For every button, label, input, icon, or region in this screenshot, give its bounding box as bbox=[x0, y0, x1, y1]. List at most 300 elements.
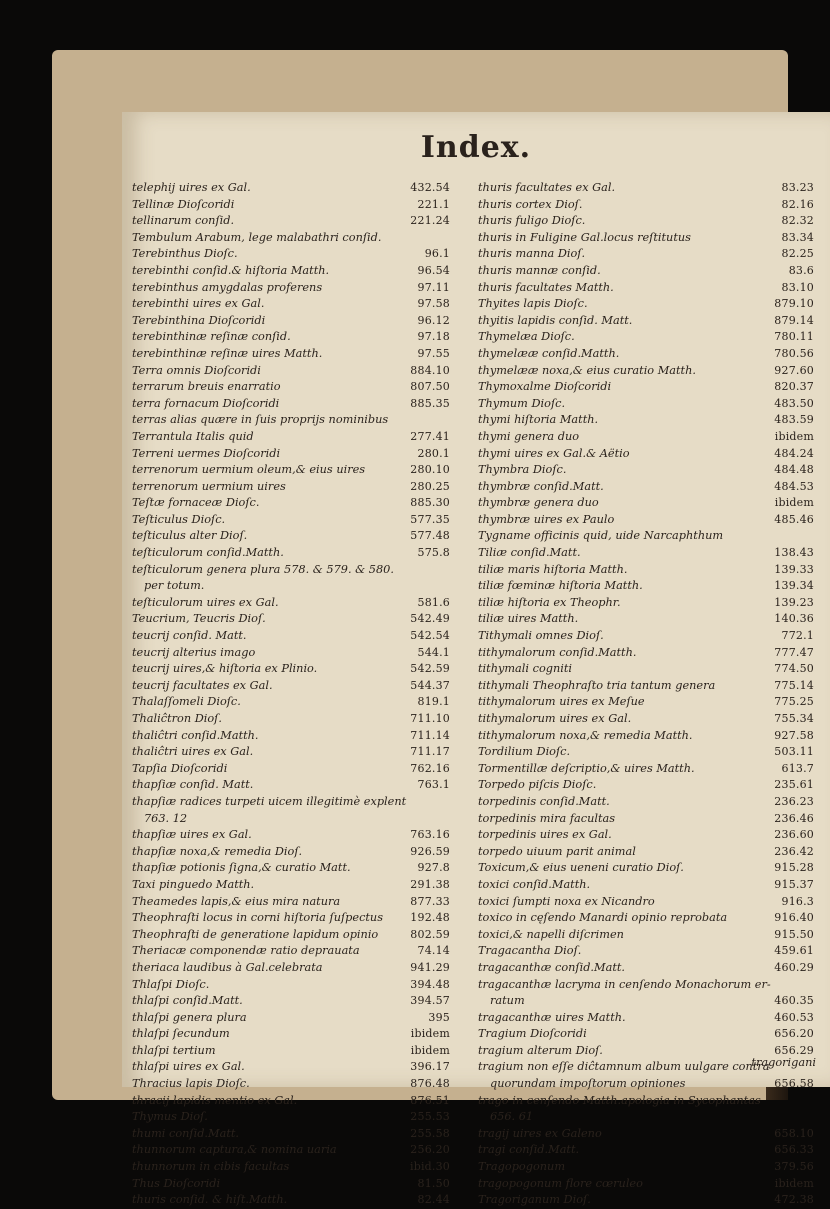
index-term: Tithymali omnes Dioſ. bbox=[478, 629, 604, 643]
page-reference: 460.35 bbox=[774, 994, 814, 1008]
index-entry bbox=[478, 1076, 814, 1093]
index-entry bbox=[478, 1126, 814, 1143]
index-entry bbox=[132, 694, 450, 711]
page-reference: 83.6 bbox=[788, 263, 814, 277]
index-term: Tragoriganum Dioſ. bbox=[478, 1193, 591, 1207]
index-entry bbox=[478, 479, 814, 496]
index-entry bbox=[132, 711, 450, 728]
page-reference: 780.11 bbox=[774, 330, 814, 344]
index-term: tithymalorum conſid.Matth. bbox=[478, 645, 637, 659]
index-term: thuris mannæ conſid. bbox=[478, 263, 601, 277]
page-reference: 236.46 bbox=[774, 811, 814, 825]
index-entry bbox=[132, 678, 450, 695]
index-term: trago in cenſendo Matth.apologia in Sycophantas bbox=[478, 1093, 761, 1107]
page-reference: 394.57 bbox=[410, 994, 450, 1008]
index-term: toxici,& napelli diſcrimen bbox=[478, 927, 624, 941]
page-reference: 379.56 bbox=[774, 1160, 814, 1174]
page-reference: 613.7 bbox=[781, 761, 814, 775]
page-reference: 221.24 bbox=[410, 214, 450, 228]
index-term: Thymum Dioſc. bbox=[478, 396, 566, 410]
index-entry bbox=[478, 396, 814, 413]
index-term: Teſtæ fornaceæ Dioſc. bbox=[132, 496, 260, 510]
index-entry bbox=[132, 894, 450, 911]
page-reference: 772.1 bbox=[781, 629, 814, 643]
page-reference: 542.59 bbox=[410, 662, 450, 676]
index-entry bbox=[478, 910, 814, 927]
index-entry bbox=[478, 1010, 814, 1027]
page-reference: 763.1 bbox=[417, 778, 450, 792]
index-term: Terebinthus Dioſc. bbox=[132, 247, 238, 261]
page-reference: 255.53 bbox=[410, 1110, 450, 1124]
page-reference: 81.50 bbox=[417, 1176, 450, 1190]
page-reference: 542.49 bbox=[410, 612, 450, 626]
index-entry bbox=[478, 462, 814, 479]
index-entry bbox=[132, 197, 450, 214]
index-entry bbox=[132, 927, 450, 944]
index-term: thuris fuligo Dioſc. bbox=[478, 214, 586, 228]
page-reference: 395 bbox=[428, 1010, 450, 1024]
index-entry bbox=[132, 1059, 450, 1076]
index-entry bbox=[132, 1010, 450, 1027]
index-entry bbox=[478, 844, 814, 861]
index-term: 656. 61 bbox=[490, 1110, 534, 1124]
index-entry bbox=[478, 429, 814, 446]
page-reference: 885.30 bbox=[410, 496, 450, 510]
index-term: tithymalorum uires ex Gal. bbox=[478, 712, 632, 725]
index-entry bbox=[132, 479, 450, 496]
page-reference: 472.38 bbox=[774, 1193, 814, 1207]
index-term: tithymalorum noxa,& remedia Matth. bbox=[478, 728, 693, 742]
index-term: quorundam impoſtorum opiniones bbox=[490, 1077, 686, 1091]
page-reference: 656.33 bbox=[774, 1143, 814, 1157]
page-reference: ibidem bbox=[774, 429, 814, 443]
index-term: Tygname officinis quid, uide Narcaphthum bbox=[478, 529, 724, 543]
index-term: Theriacæ componendæ ratio deprauata bbox=[132, 944, 360, 958]
index-entry bbox=[132, 1142, 450, 1159]
index-term: terebinthinæ reſinæ uires Matth. bbox=[132, 346, 323, 360]
index-term: thunnorum in cibis facultas bbox=[132, 1160, 290, 1174]
index-entry bbox=[478, 446, 814, 463]
index-term: tragi conſid.Matt. bbox=[478, 1143, 580, 1157]
index-entry bbox=[132, 595, 450, 612]
index-entry bbox=[132, 363, 450, 380]
index-entry bbox=[132, 412, 450, 429]
page-reference: 876.51 bbox=[410, 1093, 450, 1107]
index-entry bbox=[478, 379, 814, 396]
page-reference: 755.34 bbox=[774, 712, 814, 725]
index-term: teucrij conſid. Matt. bbox=[132, 629, 247, 643]
index-entry bbox=[478, 877, 814, 894]
index-term: Terra omnis Dioſcoridi bbox=[132, 363, 261, 377]
index-term: Thymbra Dioſc. bbox=[478, 463, 567, 477]
page-reference: 915.28 bbox=[774, 861, 814, 875]
index-entry bbox=[478, 744, 814, 761]
index-entry bbox=[478, 728, 814, 745]
index-term: Torpedo piſcis Dioſc. bbox=[478, 778, 597, 792]
index-term: Terrantula Italis quid bbox=[132, 429, 254, 443]
index-term: Tordilium Dioſc. bbox=[478, 745, 571, 759]
index-entry bbox=[132, 628, 450, 645]
index-term: thlaſpi genera plura bbox=[132, 1010, 247, 1024]
index-entry bbox=[478, 993, 814, 1010]
index-entry bbox=[478, 263, 814, 280]
page-reference: 221.1 bbox=[417, 197, 450, 211]
index-term: teſticulorum uires ex Gal. bbox=[132, 595, 279, 609]
page-reference: 96.54 bbox=[417, 263, 450, 277]
index-entry bbox=[478, 213, 814, 230]
page-reference: ibid.30 bbox=[409, 1160, 450, 1174]
page-reference: 236.23 bbox=[774, 794, 814, 808]
page-reference: 280.25 bbox=[410, 479, 450, 493]
index-entry bbox=[478, 977, 814, 994]
index-page bbox=[122, 112, 830, 1207]
index-term: ratum bbox=[490, 994, 525, 1008]
page-reference: 97.11 bbox=[417, 280, 450, 294]
index-term: thuris in Fuligine Gal.locus reſtitutus bbox=[478, 230, 691, 244]
index-entry bbox=[132, 213, 450, 230]
index-term: Tembulum Arabum, lege malabathri conſid. bbox=[132, 230, 382, 244]
page-reference: 926.59 bbox=[410, 844, 450, 858]
index-entry bbox=[478, 329, 814, 346]
page-reference: 83.23 bbox=[781, 181, 814, 194]
page-reference: 485.46 bbox=[774, 512, 814, 526]
page-reference: 97.55 bbox=[417, 346, 450, 360]
catchword: tragorigani bbox=[751, 1056, 816, 1069]
index-entry bbox=[478, 313, 814, 330]
page-reference: 460.53 bbox=[774, 1010, 814, 1024]
index-term: Theophraſti de generatione lapidum opinio bbox=[132, 927, 379, 941]
page-reference: ibidem bbox=[774, 1176, 814, 1190]
index-entry bbox=[132, 728, 450, 745]
index-entry bbox=[478, 545, 814, 562]
index-term: terrenorum uermium uires bbox=[132, 479, 286, 493]
index-term: Thracius lapis Dioſc. bbox=[132, 1077, 250, 1091]
index-term: thlaſpi tertium bbox=[132, 1043, 216, 1057]
index-entry bbox=[478, 495, 814, 512]
page-reference: 807.50 bbox=[410, 380, 450, 394]
page-reference: 884.10 bbox=[410, 363, 450, 377]
index-entry bbox=[478, 711, 814, 728]
page-reference: 82.44 bbox=[417, 1193, 450, 1207]
index-entry bbox=[132, 977, 450, 994]
page-reference: 775.25 bbox=[774, 695, 814, 709]
index-term: torpedinis mira facultas bbox=[478, 811, 616, 825]
index-term: Tragacantha Dioſ. bbox=[478, 944, 582, 958]
page-reference: 763.16 bbox=[410, 828, 450, 842]
index-entry bbox=[478, 827, 814, 844]
index-entry bbox=[132, 1192, 450, 1209]
index-term: tragij uires ex Galeno bbox=[478, 1126, 602, 1140]
index-term: tiliæ hiſtoria ex Theophr. bbox=[478, 595, 621, 609]
index-term: terebinthi conſid.& hiſtoria Matth. bbox=[132, 263, 330, 277]
page-reference: 236.42 bbox=[774, 844, 814, 858]
index-entry bbox=[478, 894, 814, 911]
page-reference: 138.43 bbox=[774, 546, 814, 560]
index-entry bbox=[478, 1192, 814, 1209]
index-term: tithymali Theophraſto tria tantum genera bbox=[478, 678, 716, 692]
index-entry bbox=[478, 296, 814, 313]
page-reference: 774.50 bbox=[774, 662, 814, 676]
index-term: per totum. bbox=[144, 579, 205, 593]
index-entry bbox=[478, 927, 814, 944]
page-reference: 256.20 bbox=[410, 1143, 450, 1157]
index-term: Thyites lapis Dioſc. bbox=[478, 297, 588, 311]
page-reference: 140.36 bbox=[774, 612, 814, 626]
index-entry bbox=[132, 280, 450, 297]
index-term: teucrij alterius imago bbox=[132, 645, 256, 659]
index-entry bbox=[478, 611, 814, 628]
page-reference: 927.60 bbox=[774, 363, 814, 377]
page-reference: 577.35 bbox=[410, 512, 450, 526]
page-reference: 82.16 bbox=[781, 197, 814, 211]
page-reference: 876.48 bbox=[410, 1077, 450, 1091]
index-entry bbox=[132, 910, 450, 927]
index-term: terebinthinæ reſinæ conſid. bbox=[132, 330, 291, 344]
index-term: teſticulorum genera plura 578. & 579. & 580. bbox=[132, 562, 394, 576]
index-entry bbox=[478, 280, 814, 297]
page-reference: 96.12 bbox=[417, 313, 450, 327]
page-reference: 484.48 bbox=[774, 463, 814, 477]
index-entry bbox=[478, 1026, 814, 1043]
index-term: tithymalorum uires ex Meſue bbox=[478, 695, 645, 709]
page-reference: ibidem bbox=[410, 1043, 450, 1057]
index-entry bbox=[478, 943, 814, 960]
page-reference: 780.56 bbox=[774, 346, 814, 360]
page-reference: 575.8 bbox=[417, 546, 450, 560]
index-term: teſticulus alter Dioſ. bbox=[132, 529, 248, 543]
index-term: tiliæ maris hiſtoria Matth. bbox=[478, 562, 628, 576]
index-entry bbox=[478, 180, 814, 197]
index-term: Terebinthina Dioſcoridi bbox=[132, 313, 266, 327]
index-entry bbox=[132, 528, 450, 545]
page-reference: 97.58 bbox=[417, 297, 450, 311]
page-reference: 459.61 bbox=[774, 944, 814, 958]
index-entry bbox=[132, 960, 450, 977]
page-reference: 577.48 bbox=[410, 529, 450, 543]
page-reference: 802.59 bbox=[410, 927, 450, 941]
index-term: Teſticulus Dioſc. bbox=[132, 512, 226, 526]
page-reference: 139.34 bbox=[774, 579, 814, 593]
page-reference: 83.10 bbox=[781, 280, 814, 294]
index-term: thaliĉtri uires ex Gal. bbox=[132, 745, 254, 759]
index-term: thapſiæ noxa,& remedia Dioſ. bbox=[132, 844, 303, 858]
index-entry bbox=[132, 1043, 450, 1060]
index-entry bbox=[478, 595, 814, 612]
index-entry bbox=[478, 578, 814, 595]
index-term: thyitis lapidis conſid. Matt. bbox=[478, 313, 633, 327]
index-term: thymbræ conſid.Matt. bbox=[478, 479, 604, 493]
page-reference: 192.48 bbox=[410, 911, 450, 925]
page-reference: 396.17 bbox=[410, 1060, 450, 1074]
index-entry bbox=[132, 1126, 450, 1143]
page-reference: 255.58 bbox=[410, 1126, 450, 1140]
index-entry bbox=[478, 811, 814, 828]
index-term: Toxicum,& eius ueneni curatio Dioſ. bbox=[478, 861, 684, 875]
page-reference: 581.6 bbox=[417, 595, 450, 609]
index-entry bbox=[132, 562, 450, 579]
index-term: theriaca laudibus à Gal.celebrata bbox=[132, 960, 323, 974]
index-term: tithymali cogniti bbox=[478, 662, 573, 676]
page-reference: 819.1 bbox=[417, 695, 450, 709]
index-entry bbox=[132, 512, 450, 529]
index-term: thuris manna Dioſ. bbox=[478, 247, 586, 261]
index-term: thuris facultates Matth. bbox=[478, 280, 614, 294]
index-term: thaliĉtri conſid.Matth. bbox=[132, 728, 259, 742]
index-term: teſticulorum conſid.Matth. bbox=[132, 546, 284, 560]
page-reference: 291.38 bbox=[410, 877, 450, 891]
index-term: Tellinæ Dioſcoridi bbox=[132, 197, 235, 211]
index-term: Teucrium, Teucris Dioſ. bbox=[132, 612, 266, 626]
index-entry bbox=[478, 512, 814, 529]
index-term: teucrij uires,& hiſtoria ex Plinio. bbox=[132, 662, 318, 676]
index-entry bbox=[132, 1093, 450, 1110]
page-reference: 927.58 bbox=[774, 728, 814, 742]
page-reference: 711.17 bbox=[410, 745, 450, 759]
index-entry bbox=[478, 794, 814, 811]
index-term: thumi conſid.Matt. bbox=[132, 1126, 240, 1140]
index-column-left bbox=[132, 180, 450, 1209]
page-reference: 916.3 bbox=[781, 894, 814, 908]
page-reference: 277.41 bbox=[410, 429, 450, 443]
index-entry bbox=[132, 1176, 450, 1193]
index-term: Thymoxalme Dioſcoridi bbox=[478, 380, 612, 394]
index-term: thymbræ uires ex Paulo bbox=[478, 512, 615, 526]
index-entry bbox=[132, 1026, 450, 1043]
index-term: thlaſpi conſid.Matt. bbox=[132, 994, 243, 1008]
index-column-right bbox=[478, 180, 814, 1209]
page-reference: 82.25 bbox=[781, 247, 814, 261]
index-entry bbox=[478, 1142, 814, 1159]
index-entry bbox=[132, 578, 450, 595]
index-entry bbox=[132, 827, 450, 844]
page-reference: 484.24 bbox=[774, 446, 814, 460]
index-term: tragacanthæ uires Matth. bbox=[478, 1010, 626, 1024]
page-reference: 97.18 bbox=[417, 330, 450, 344]
page-reference: 74.14 bbox=[417, 944, 450, 958]
index-entry bbox=[132, 943, 450, 960]
index-entry bbox=[132, 329, 450, 346]
page-reference: 885.35 bbox=[410, 396, 450, 410]
index-term: Tragopogonum bbox=[478, 1160, 566, 1174]
page-reference: 139.33 bbox=[774, 562, 814, 576]
index-entry bbox=[132, 761, 450, 778]
index-entry bbox=[132, 877, 450, 894]
index-entry bbox=[132, 844, 450, 861]
page-reference: ibidem bbox=[774, 496, 814, 510]
index-term: terrarum breuis enarratio bbox=[132, 380, 281, 394]
index-entry bbox=[132, 993, 450, 1010]
index-entry bbox=[478, 230, 814, 247]
index-term: toxico in cęſendo Manardi opinio reprobata bbox=[478, 911, 728, 925]
index-term: thunnorum captura,& nomina uaria bbox=[132, 1143, 337, 1157]
page-title: Index. bbox=[420, 130, 532, 165]
index-entry bbox=[132, 396, 450, 413]
index-term: Thymus Dioſ. bbox=[132, 1110, 208, 1124]
page-reference: 432.54 bbox=[410, 181, 450, 194]
index-term: thapſiæ potionis ſigna,& curatio Matt. bbox=[132, 861, 351, 875]
index-term: thapſiæ conſid. Matt. bbox=[132, 778, 254, 792]
page-reference: 394.48 bbox=[410, 977, 450, 991]
index-entry bbox=[478, 761, 814, 778]
page-reference: 280.1 bbox=[417, 446, 450, 460]
index-term: 763. 12 bbox=[144, 811, 188, 825]
book bbox=[52, 50, 816, 1207]
index-term: Thymelæa Dioſc. bbox=[478, 330, 575, 344]
page-reference: 83.34 bbox=[781, 230, 814, 244]
index-entry bbox=[478, 1159, 814, 1176]
index-term: terrenorum uermium oleum,& eius uires bbox=[132, 463, 366, 477]
index-entry bbox=[132, 744, 450, 761]
index-term: thuris conſid. & hiſt.Matth. bbox=[132, 1193, 288, 1207]
index-term: Taxi pinguedo Matth. bbox=[132, 877, 255, 891]
index-entry bbox=[478, 777, 814, 794]
index-entry bbox=[478, 960, 814, 977]
index-entry bbox=[132, 429, 450, 446]
index-term: Thlaſpi Dioſc. bbox=[132, 977, 210, 991]
index-term: toxici conſid.Matth. bbox=[478, 877, 591, 891]
index-term: thapſiæ uires ex Gal. bbox=[132, 828, 252, 842]
index-term: Thalaſſomeli Dioſc. bbox=[132, 695, 241, 709]
page-reference: 915.50 bbox=[774, 927, 814, 941]
index-term: thlaſpi ſecundum bbox=[132, 1027, 230, 1041]
page-reference: 236.60 bbox=[774, 828, 814, 842]
index-term: terra fornacum Dioſcoridi bbox=[132, 396, 280, 410]
index-term: thracij lapidis mentio ex Gal. bbox=[132, 1093, 298, 1107]
page-reference: 484.53 bbox=[774, 479, 814, 493]
index-entry bbox=[478, 363, 814, 380]
index-term: tragium alterum Dioſ. bbox=[478, 1043, 603, 1057]
index-term: thuris cortex Dioſ. bbox=[478, 197, 583, 211]
page-reference: 483.59 bbox=[774, 413, 814, 427]
index-term: Theamedes lapis,& eius mira natura bbox=[132, 894, 341, 908]
page-reference: 96.1 bbox=[424, 247, 450, 261]
page-reference: 877.33 bbox=[410, 894, 450, 908]
index-entry bbox=[478, 528, 814, 545]
index-term: Tapſia Dioſcoridi bbox=[132, 761, 228, 775]
index-entry bbox=[478, 1093, 814, 1110]
index-entry bbox=[478, 197, 814, 214]
index-term: torpedinis uires ex Gal. bbox=[478, 828, 612, 842]
page-reference: 658.10 bbox=[774, 1126, 814, 1140]
page-reference: 711.14 bbox=[410, 728, 450, 742]
index-entry bbox=[478, 1109, 814, 1126]
page-reference: 879.10 bbox=[774, 297, 814, 311]
index-entry bbox=[132, 346, 450, 363]
index-entry bbox=[478, 246, 814, 263]
index-entry bbox=[132, 180, 450, 197]
page-reference: 820.37 bbox=[774, 380, 814, 394]
index-entry bbox=[132, 860, 450, 877]
index-entry bbox=[478, 661, 814, 678]
index-term: thapſiæ radices turpeti uicem illegitimè explent bbox=[132, 794, 407, 808]
index-term: torpedo uiuum parit animal bbox=[478, 844, 636, 858]
index-entry bbox=[132, 296, 450, 313]
page-reference: 460.29 bbox=[774, 960, 814, 974]
page-reference: 775.14 bbox=[774, 678, 814, 692]
index-term: tragopogonum flore cœruleo bbox=[478, 1176, 643, 1190]
index-term: thymelææ noxa,& eius curatio Matth. bbox=[478, 363, 696, 377]
index-term: tiliæ uires Matth. bbox=[478, 612, 579, 626]
page-reference: 139.23 bbox=[774, 595, 814, 609]
index-term: tiliæ fœminæ hiſtoria Matth. bbox=[478, 579, 643, 593]
index-entry bbox=[478, 645, 814, 662]
index-term: toxici ſumpti noxa ex Nicandro bbox=[478, 894, 655, 908]
index-term: torpedinis conſid.Matt. bbox=[478, 794, 610, 808]
page-reference: 656.20 bbox=[774, 1027, 814, 1041]
index-term: tragium non eſſe diĉtamnum album uulgare contra bbox=[478, 1060, 770, 1074]
index-entry bbox=[132, 379, 450, 396]
index-entry bbox=[132, 462, 450, 479]
